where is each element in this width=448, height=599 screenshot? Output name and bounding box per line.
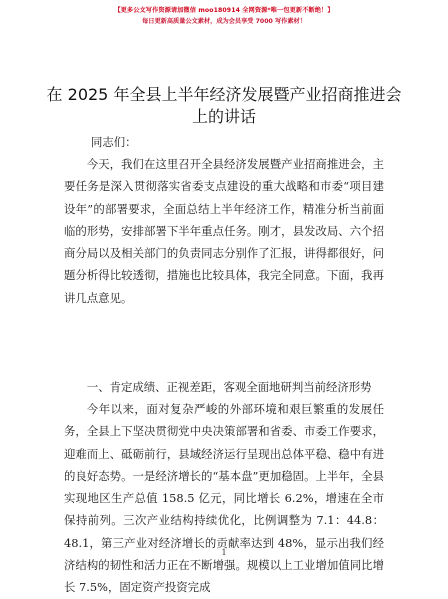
paragraph-opening: 今天，我们在这里召开全县经济发展暨产业招商推进会，主要任务是深入贯彻落实省委支点建设的重大战略和市委“项目建设年”的部署要求，全面总结上半年经济工作，精准分析当前面临的形势，安排部署下半年重点任务。刚才，县发改局、六个招商分局以及相关部门的负责同志分别作了汇报，讲得都很好，问题分析得比较透彻，措施也比较具体，我完全同意。下面，我再讲几点意见。 — [64, 157, 384, 305]
page-number: 1 — [221, 548, 227, 557]
paragraph-section-1: 今年以来，面对复杂严峻的外部环境和艰巨繁重的发展任务，全县上下坚决贯彻党中央决策部署和省委、市委工作要求，迎难而上、砥砺前行，县域经济运行呈现出总体平稳、稳中有进的良好态势。一是经济增长的“基本盘”更加稳固。上半年，全县实现地区生产总值 158.5 亿元，同比增长 6.2%，增速在全市保持前列。三次产业结构持续优化，比例调整为 7.1：44.8：48.1，第三产业对经济增长的贡献率达到 48%，显示出我们经济结构的韧性和活力正在不断增强。规模以上工业增加值同比增长 7.5%，固定资产投资完成 — [64, 402, 384, 595]
promo-banner-line-2: 每日更新高质量公文素材，成为会员享受 7000 写作素材！ — [142, 18, 306, 25]
document-title: 在 2025 年全县上半年经济发展暨产业招商推进会上的讲话 — [46, 85, 402, 126]
section-heading-1: 一、肯定成绩、正视差距，客观全面地研判当前经济形势 — [86, 380, 372, 394]
salutation: 同志们： — [91, 135, 137, 149]
promo-banner-line-1: 【更多公文写作资源请加微信 moo180914 全网资源*唯一包更新不断绝！】 — [114, 7, 334, 14]
promo-banner — [0, 6, 448, 26]
